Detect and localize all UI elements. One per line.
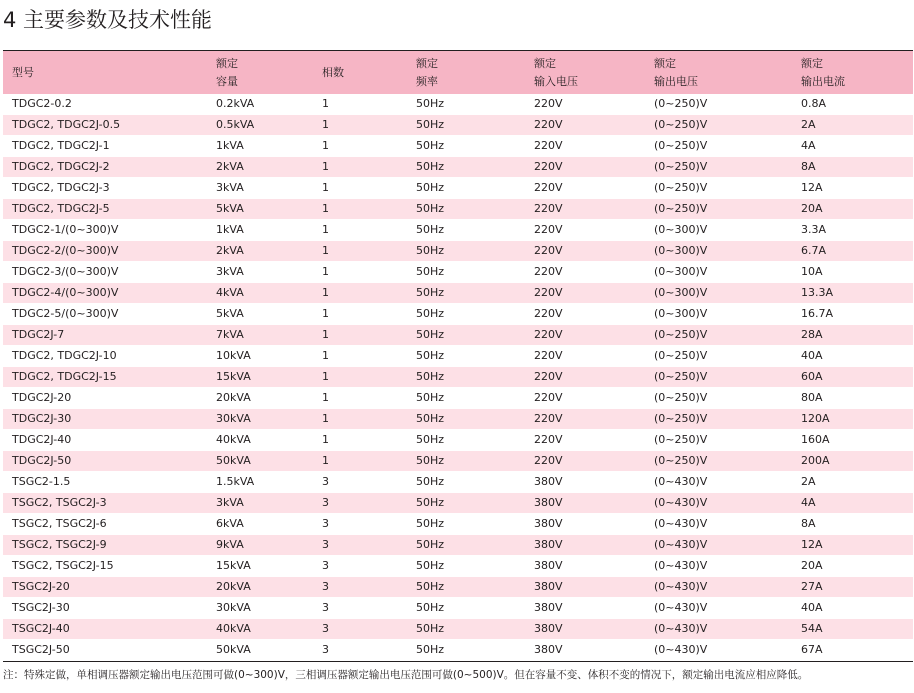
table-cell: (0~300)V: [645, 241, 792, 262]
table-cell: 220V: [525, 262, 645, 283]
table-cell: (0~300)V: [645, 262, 792, 283]
table-cell: TDGC2J-50: [3, 451, 207, 472]
table-cell: 5kVA: [207, 304, 313, 325]
table-cell: TSGC2-1.5: [3, 472, 207, 493]
table-cell: 50Hz: [407, 199, 525, 220]
table-cell: 1: [313, 115, 407, 136]
table-cell: 16.7A: [792, 304, 913, 325]
table-cell: 220V: [525, 367, 645, 388]
table-cell: TSGC2J-50: [3, 640, 207, 661]
table-row: [3, 199, 913, 220]
table-cell: TDGC2J-20: [3, 388, 207, 409]
table-cell: (0~250)V: [645, 94, 792, 115]
table-cell: 13.3A: [792, 283, 913, 304]
table-row: [3, 493, 913, 514]
table-cell: 30kVA: [207, 409, 313, 430]
table-cell: 50Hz: [407, 388, 525, 409]
table-cell: TSGC2J-40: [3, 619, 207, 640]
column-header-line: 额定: [216, 56, 238, 70]
table-cell: 20A: [792, 199, 913, 220]
table-cell: 1: [313, 388, 407, 409]
column-header-line: 输出电压: [654, 74, 698, 88]
table-cell: TSGC2, TSGC2J-3: [3, 493, 207, 514]
table-cell: 50Hz: [407, 136, 525, 157]
table-row: [3, 535, 913, 556]
table-cell: 8A: [792, 514, 913, 535]
table-cell: 40A: [792, 598, 913, 619]
table-cell: TSGC2J-20: [3, 577, 207, 598]
table-cell: 3: [313, 493, 407, 514]
table-cell: 220V: [525, 178, 645, 199]
table-cell: 220V: [525, 115, 645, 136]
column-header: [525, 51, 645, 94]
table-row: [3, 514, 913, 535]
table-cell: 3: [313, 619, 407, 640]
table-cell: 80A: [792, 388, 913, 409]
column-header-line: 输入电压: [534, 74, 578, 88]
table-cell: 20kVA: [207, 388, 313, 409]
table-cell: (0~250)V: [645, 325, 792, 346]
table-cell: 50Hz: [407, 283, 525, 304]
table-cell: 50Hz: [407, 472, 525, 493]
table-cell: (0~250)V: [645, 388, 792, 409]
table-cell: 0.5kVA: [207, 115, 313, 136]
table-cell: (0~250)V: [645, 367, 792, 388]
table-cell: TDGC2, TDGC2J-0.5: [3, 115, 207, 136]
table-cell: (0~300)V: [645, 283, 792, 304]
table-row: [3, 283, 913, 304]
table-cell: TDGC2-1/(0~300)V: [3, 220, 207, 241]
table-cell: 1kVA: [207, 220, 313, 241]
table-row: [3, 577, 913, 598]
table-cell: 220V: [525, 304, 645, 325]
table-cell: (0~250)V: [645, 346, 792, 367]
table-cell: TDGC2, TDGC2J-5: [3, 199, 207, 220]
table-row: [3, 430, 913, 451]
table-row: [3, 409, 913, 430]
table-cell: 10kVA: [207, 346, 313, 367]
table-cell: 3: [313, 598, 407, 619]
table-cell: 12A: [792, 178, 913, 199]
table-cell: 220V: [525, 199, 645, 220]
table-cell: 1: [313, 94, 407, 115]
table-cell: 50Hz: [407, 619, 525, 640]
table-row: [3, 556, 913, 577]
table-cell: 50Hz: [407, 262, 525, 283]
table-row: [3, 241, 913, 262]
table-cell: 10A: [792, 262, 913, 283]
table-cell: (0~250)V: [645, 136, 792, 157]
table-cell: (0~300)V: [645, 304, 792, 325]
table-cell: TDGC2, TDGC2J-10: [3, 346, 207, 367]
column-header-line: 容量: [216, 74, 238, 88]
table-cell: TDGC2-5/(0~300)V: [3, 304, 207, 325]
table-cell: 50Hz: [407, 493, 525, 514]
column-header-line: 额定: [534, 56, 556, 70]
column-header-line: 额定: [416, 56, 438, 70]
column-header: [3, 51, 207, 94]
column-header-line: 型号: [12, 65, 34, 79]
table-cell: 3: [313, 640, 407, 661]
table-row: [3, 451, 913, 472]
table-cell: 2kVA: [207, 241, 313, 262]
table-cell: 220V: [525, 283, 645, 304]
table-cell: 40kVA: [207, 619, 313, 640]
table-cell: TDGC2J-7: [3, 325, 207, 346]
table-row: [3, 304, 913, 325]
table-cell: 12A: [792, 535, 913, 556]
table-cell: 1: [313, 220, 407, 241]
table-cell: 50Hz: [407, 556, 525, 577]
table-cell: 28A: [792, 325, 913, 346]
table-cell: 220V: [525, 136, 645, 157]
table-cell: 1: [313, 367, 407, 388]
table-cell: TSGC2, TSGC2J-9: [3, 535, 207, 556]
table-cell: TDGC2-3/(0~300)V: [3, 262, 207, 283]
table-cell: TDGC2, TDGC2J-15: [3, 367, 207, 388]
table-cell: (0~430)V: [645, 514, 792, 535]
table-row: [3, 388, 913, 409]
table-cell: 380V: [525, 598, 645, 619]
table-cell: 380V: [525, 619, 645, 640]
table-cell: (0~430)V: [645, 619, 792, 640]
table-cell: 120A: [792, 409, 913, 430]
table-cell: 6kVA: [207, 514, 313, 535]
table-cell: 50kVA: [207, 640, 313, 661]
table-cell: 50Hz: [407, 598, 525, 619]
table-cell: (0~430)V: [645, 577, 792, 598]
table-cell: 50Hz: [407, 94, 525, 115]
footnote: 注：特殊定做，单相调压器额定输出电压范围可做(0~300)V，三相调压器额定输出电压范围可做(0~500)V。但在容量不变、体积不变的情况下，额定输出电流应相应降低。: [3, 669, 809, 681]
table-cell: 1: [313, 136, 407, 157]
table-cell: (0~430)V: [645, 535, 792, 556]
column-header-line: 输出电流: [801, 74, 845, 88]
table-cell: 220V: [525, 451, 645, 472]
table-cell: 54A: [792, 619, 913, 640]
table-cell: 50Hz: [407, 304, 525, 325]
table-cell: (0~250)V: [645, 199, 792, 220]
column-header-line: 额定: [654, 56, 676, 70]
table-cell: TDGC2-0.2: [3, 94, 207, 115]
table-cell: 1: [313, 157, 407, 178]
table-cell: 220V: [525, 409, 645, 430]
table-cell: 1: [313, 178, 407, 199]
column-header: [792, 51, 913, 94]
table-cell: (0~250)V: [645, 451, 792, 472]
table-cell: 1: [313, 430, 407, 451]
table-cell: 3: [313, 514, 407, 535]
table-row: [3, 472, 913, 493]
header-row: [3, 51, 913, 94]
table-cell: (0~250)V: [645, 157, 792, 178]
table-cell: 50Hz: [407, 115, 525, 136]
table-cell: (0~250)V: [645, 409, 792, 430]
table-cell: 3kVA: [207, 493, 313, 514]
column-header-line: 额定: [801, 56, 823, 70]
table-row: [3, 325, 913, 346]
table-cell: TSGC2, TSGC2J-15: [3, 556, 207, 577]
table-cell: TSGC2, TSGC2J-6: [3, 514, 207, 535]
table-cell: 50Hz: [407, 451, 525, 472]
table-cell: 220V: [525, 94, 645, 115]
column-header: [645, 51, 792, 94]
column-header: [313, 51, 407, 94]
table-cell: 4A: [792, 136, 913, 157]
table-bottom-rule: [3, 661, 913, 662]
table-cell: 0.2kVA: [207, 94, 313, 115]
table-cell: 15kVA: [207, 556, 313, 577]
table-cell: 220V: [525, 220, 645, 241]
table-cell: 4A: [792, 493, 913, 514]
table-cell: 3: [313, 472, 407, 493]
table-cell: 30kVA: [207, 598, 313, 619]
table-cell: (0~430)V: [645, 598, 792, 619]
table-row: [3, 115, 913, 136]
table-cell: 9kVA: [207, 535, 313, 556]
table-cell: 20A: [792, 556, 913, 577]
table-cell: 1: [313, 346, 407, 367]
table-cell: TDGC2, TDGC2J-3: [3, 178, 207, 199]
column-header-line: 频率: [416, 74, 438, 88]
table-body: [3, 94, 913, 661]
table-cell: 50Hz: [407, 430, 525, 451]
table-cell: 220V: [525, 388, 645, 409]
spec-table-container: [3, 50, 913, 662]
table-header: [3, 51, 913, 94]
table-cell: 50Hz: [407, 346, 525, 367]
table-cell: TDGC2, TDGC2J-1: [3, 136, 207, 157]
table-cell: 1kVA: [207, 136, 313, 157]
table-cell: 50kVA: [207, 451, 313, 472]
table-cell: TDGC2-2/(0~300)V: [3, 241, 207, 262]
section-title: 4 主要参数及技术性能: [3, 8, 213, 32]
table-cell: 50Hz: [407, 241, 525, 262]
table-row: [3, 94, 913, 115]
spec-table: [3, 51, 913, 661]
table-cell: (0~430)V: [645, 493, 792, 514]
table-row: [3, 367, 913, 388]
table-cell: 1: [313, 241, 407, 262]
table-cell: (0~250)V: [645, 115, 792, 136]
table-cell: 1: [313, 199, 407, 220]
table-row: [3, 157, 913, 178]
table-cell: 50Hz: [407, 577, 525, 598]
table-row: [3, 136, 913, 157]
table-cell: 0.8A: [792, 94, 913, 115]
table-cell: 380V: [525, 577, 645, 598]
table-cell: TDGC2-4/(0~300)V: [3, 283, 207, 304]
table-cell: 3: [313, 535, 407, 556]
table-cell: 50Hz: [407, 157, 525, 178]
table-cell: 3kVA: [207, 262, 313, 283]
table-cell: TDGC2J-40: [3, 430, 207, 451]
table-cell: TSGC2J-30: [3, 598, 207, 619]
table-cell: TDGC2, TDGC2J-2: [3, 157, 207, 178]
table-cell: 380V: [525, 556, 645, 577]
table-cell: (0~430)V: [645, 640, 792, 661]
table-cell: 15kVA: [207, 367, 313, 388]
table-cell: 1: [313, 451, 407, 472]
table-cell: 160A: [792, 430, 913, 451]
table-row: [3, 640, 913, 661]
table-row: [3, 619, 913, 640]
table-row: [3, 598, 913, 619]
table-row: [3, 178, 913, 199]
table-cell: 2A: [792, 472, 913, 493]
table-cell: 50Hz: [407, 325, 525, 346]
table-cell: 1: [313, 409, 407, 430]
table-row: [3, 346, 913, 367]
table-cell: 67A: [792, 640, 913, 661]
table-cell: 200A: [792, 451, 913, 472]
table-cell: 1.5kVA: [207, 472, 313, 493]
table-row: [3, 262, 913, 283]
table-cell: 220V: [525, 430, 645, 451]
table-cell: 8A: [792, 157, 913, 178]
table-cell: 40kVA: [207, 430, 313, 451]
table-cell: (0~300)V: [645, 220, 792, 241]
table-cell: 380V: [525, 472, 645, 493]
table-cell: 3kVA: [207, 178, 313, 199]
table-cell: (0~250)V: [645, 430, 792, 451]
table-cell: 1: [313, 262, 407, 283]
table-cell: 5kVA: [207, 199, 313, 220]
table-cell: (0~250)V: [645, 178, 792, 199]
table-cell: 220V: [525, 325, 645, 346]
table-cell: 27A: [792, 577, 913, 598]
table-cell: 50Hz: [407, 178, 525, 199]
column-header: [207, 51, 313, 94]
table-cell: 380V: [525, 535, 645, 556]
table-cell: 40A: [792, 346, 913, 367]
table-cell: 3.3A: [792, 220, 913, 241]
table-cell: 1: [313, 304, 407, 325]
table-cell: 4kVA: [207, 283, 313, 304]
column-header: [407, 51, 525, 94]
table-cell: 380V: [525, 493, 645, 514]
table-cell: 220V: [525, 241, 645, 262]
table-cell: 380V: [525, 640, 645, 661]
table-cell: 2kVA: [207, 157, 313, 178]
table-cell: 50Hz: [407, 220, 525, 241]
table-cell: 1: [313, 283, 407, 304]
table-cell: 50Hz: [407, 409, 525, 430]
table-cell: 7kVA: [207, 325, 313, 346]
table-cell: 50Hz: [407, 535, 525, 556]
table-cell: 50Hz: [407, 514, 525, 535]
table-cell: 220V: [525, 157, 645, 178]
table-cell: (0~430)V: [645, 472, 792, 493]
table-cell: 60A: [792, 367, 913, 388]
table-cell: 220V: [525, 346, 645, 367]
table-cell: TDGC2J-30: [3, 409, 207, 430]
table-cell: 2A: [792, 115, 913, 136]
table-cell: 380V: [525, 514, 645, 535]
table-cell: 50Hz: [407, 640, 525, 661]
table-cell: 6.7A: [792, 241, 913, 262]
table-cell: 3: [313, 556, 407, 577]
column-header-line: 相数: [322, 65, 344, 79]
table-cell: 50Hz: [407, 367, 525, 388]
table-cell: 3: [313, 577, 407, 598]
table-cell: 20kVA: [207, 577, 313, 598]
table-cell: (0~430)V: [645, 556, 792, 577]
table-cell: 1: [313, 325, 407, 346]
table-row: [3, 220, 913, 241]
